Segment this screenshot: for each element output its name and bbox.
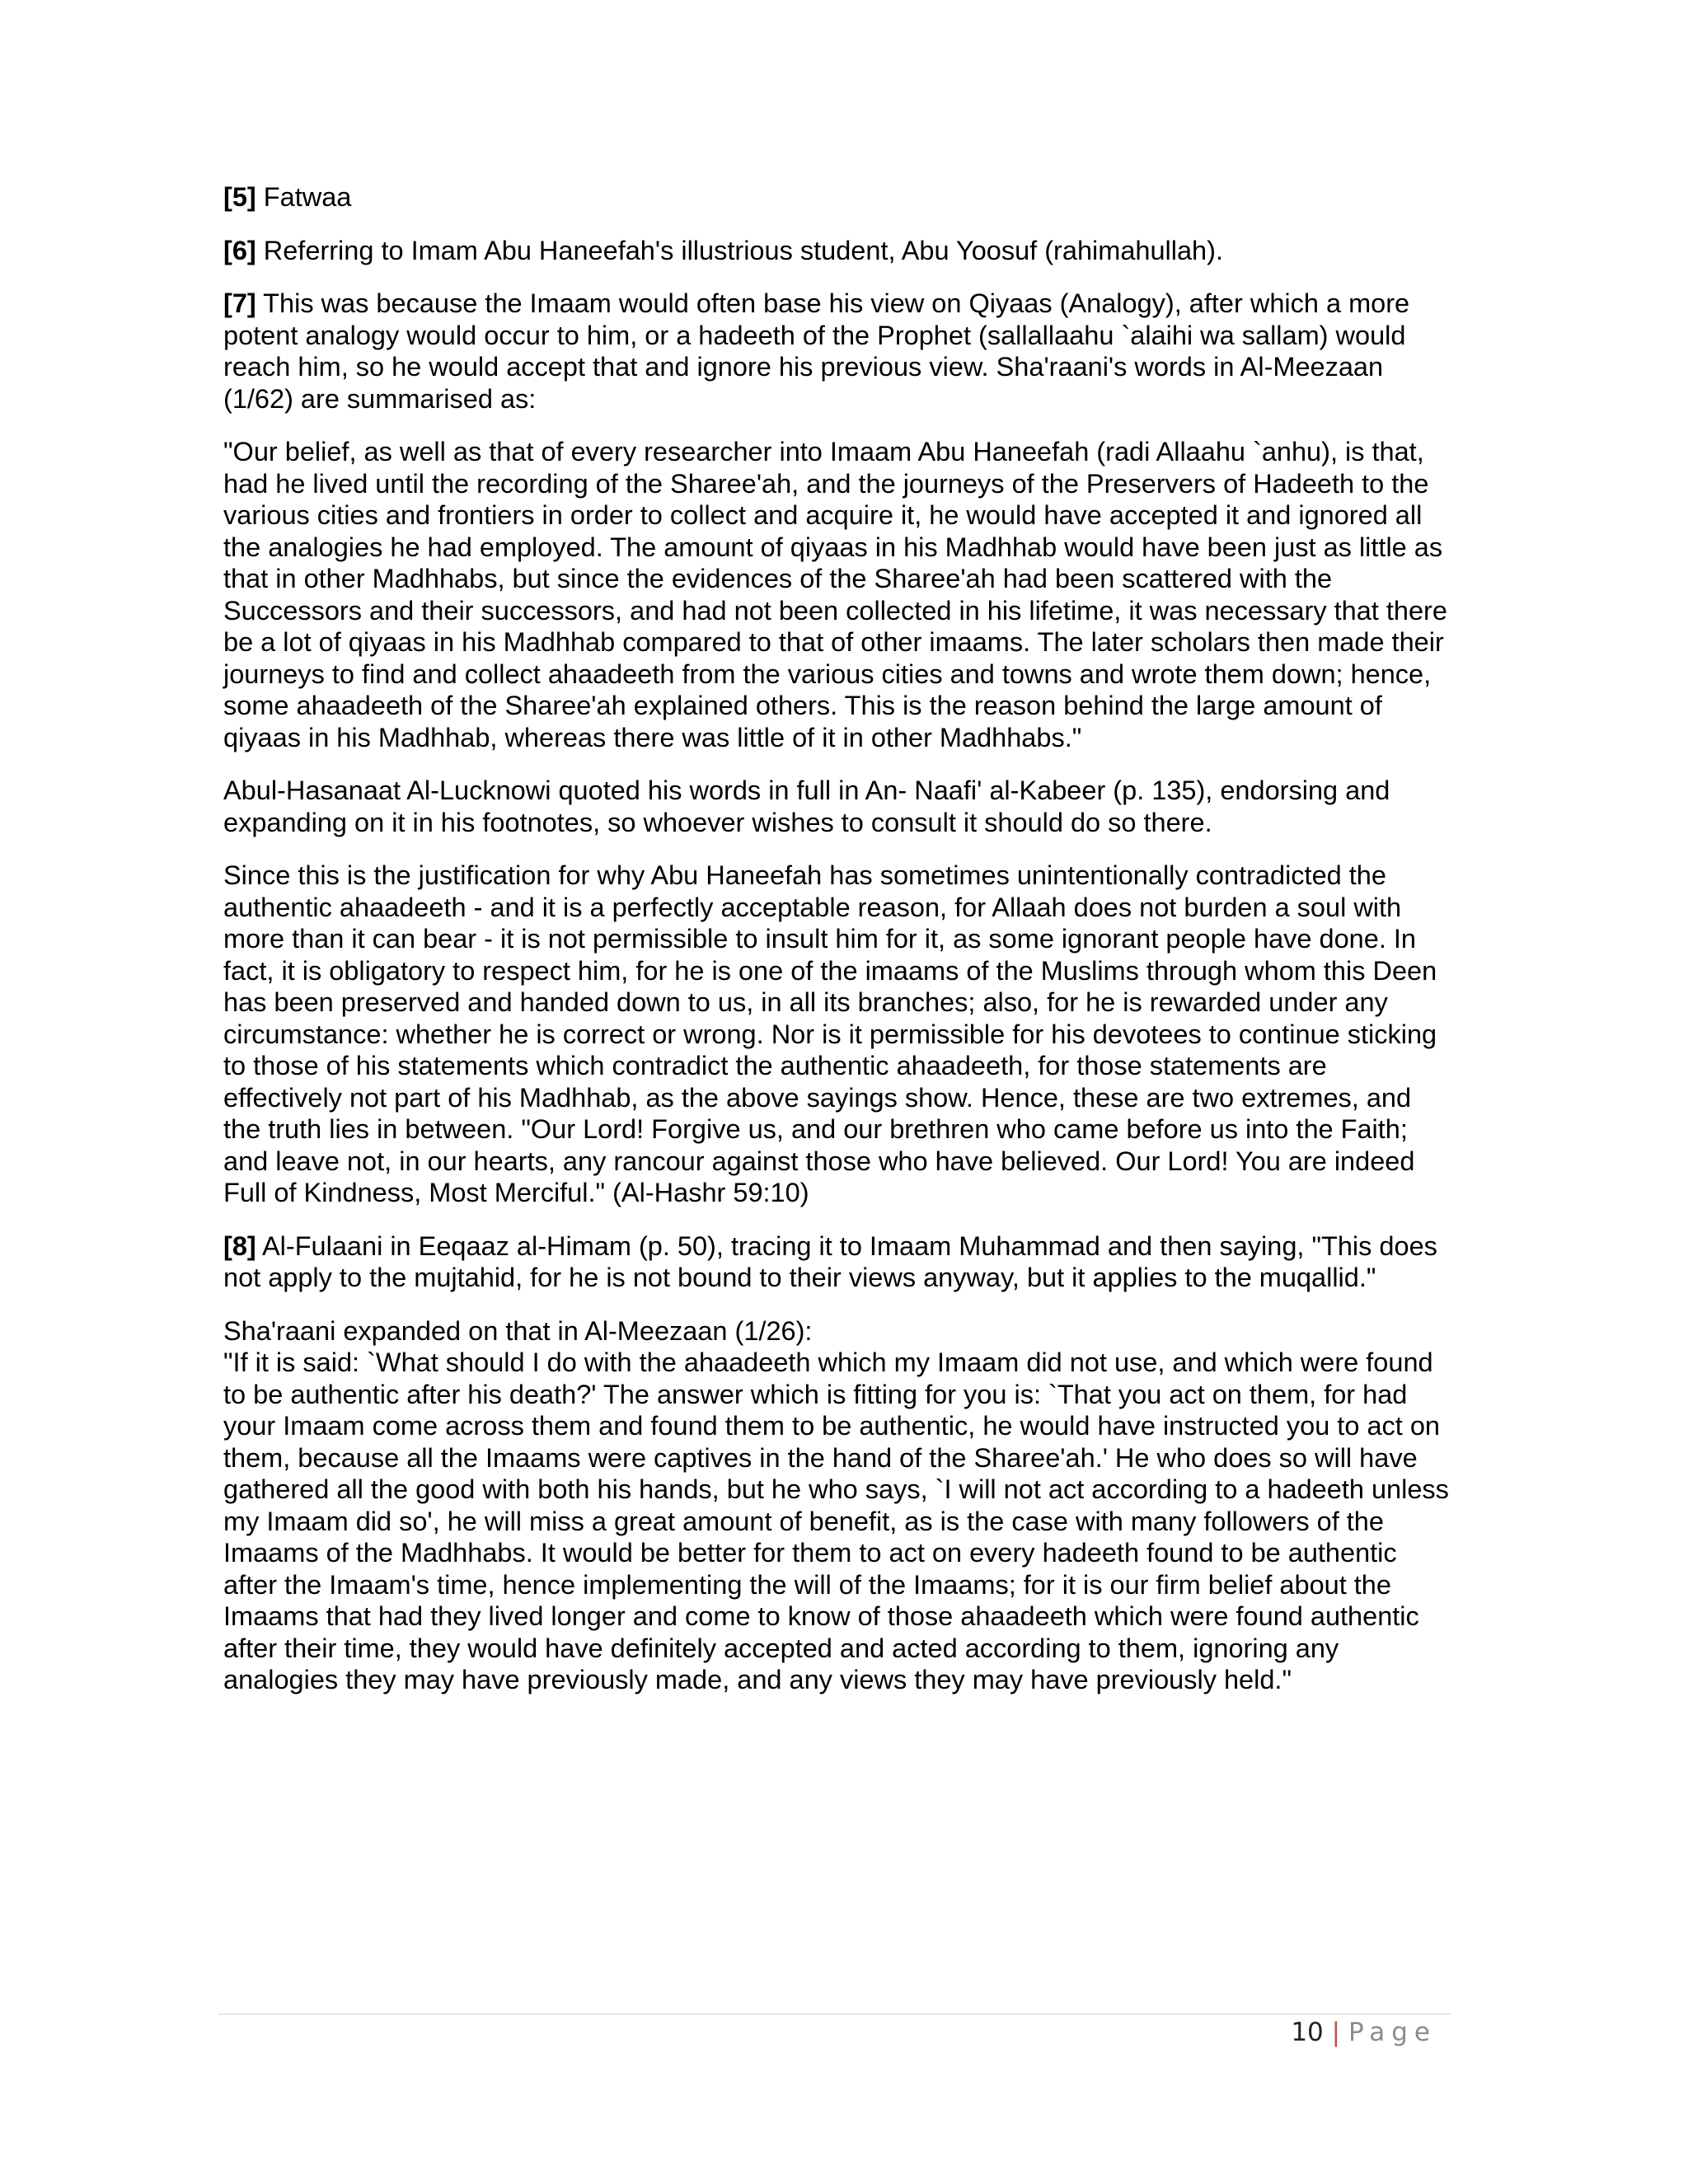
footnote-8-quote: "If it is said: `What should I do with the ahaadeeth which my Imaam did not use, and which were found to be authentic after his death?' The answer which is fitting for you is: `That you act on them, for had your Imaam come across them and found them to be authentic, he would have instructed you to act on them, because all the Imaams were captives in the hand of the Sharee'ah.' He who does so will have gathered all the good with both his hands, but he who says, `I will not act according to a hadeeth unless my Imaam did so', he will miss a great amount of benefit, as is the case with many followers of the Imaams of the Madhhabs. It would be better for them to act on every hadeeth found to be authentic after the Imaam's time, hence implementing the will of the Imaams; for it is our firm belief about the Imaams that had they lived longer and come to know of those ahaadeeth which were found authentic after their time, they would have definitely accepted and acted according to them, ignoring any analogies they may have previously made, and any views they may have previously held." xyxy=(223,1347,1449,1694)
footnote-5-marker: [5] xyxy=(223,182,256,212)
footnote-5-text: Fatwaa xyxy=(256,182,352,212)
footnote-7-quote: "Our belief, as well as that of every researcher into Imaam Abu Haneefah (radi Allaahu `anhu), is that, had he lived until the recording of the Sharee'ah, and the journeys of the Preservers of Hadeeth to the various cities and frontiers in order to collect and acquire it, he would have accepted it and ignored all the analogies he had employed. The amount of qiyaas in his Madhhab would have been just as little as that in other Madhhabs, but since the evidences of the Sharee'ah had been scattered with the Successors and their successors, and had not been collected in his lifetime, it was necessary that there be a lot of qiyaas in his Madhhab compared to that of other imaams. The later scholars then made their journeys to find and collect ahaadeeth from the various cities and towns and wrote them down; hence, some ahaadeeth of the Sharee'ah explained others. This is the reason behind the large amount of qiyaas in his Madhhab, whereas there was little of it in other Madhhabs." xyxy=(223,437,1447,752)
footnote-8-marker: [8] xyxy=(223,1230,256,1261)
footnote-6-text: Referring to Imam Abu Haneefah's illustrious student, Abu Yoosuf (rahimahullah). xyxy=(256,235,1223,265)
page-separator: | xyxy=(1323,2018,1348,2047)
footnote-8-text: Al-Fulaani in Eeqaaz al-Himam (p. 50), tracing it to Imaam Muhammad and then saying, "This does not apply to the mujtahid, for he is not bound to their views anyway, but it applies to the muqallid." xyxy=(223,1230,1437,1292)
document-body xyxy=(223,181,1451,1718)
footnote-8-intro: Sha'raani expanded on that in Al-Meezaan (1/26): xyxy=(223,1315,813,1346)
footnote-7 xyxy=(223,288,1451,415)
footnote-8 xyxy=(223,1230,1451,1294)
footnote-7-marker: [7] xyxy=(223,288,256,318)
page-footer xyxy=(1291,2016,1437,2049)
footnote-7-text: This was because the Imaam would often base his view on Qiyaas (Analogy), after which a more potent analogy would occur to him, or a hadeeth of the Prophet (sallallaahu `alaihi wa sallam) would reach him, so he would accept that and ignore his previous view. Sha'raani's words in Al-Meezaan (1/62) are summarised as: xyxy=(223,288,1410,414)
footnote-7-paragraph-3: Since this is the justification for why Abu Haneefah has sometimes unintentionally contradicted the authentic ahaadeeth - and it is a perfectly acceptable reason, for Allaah does not burden a soul with more than it can bear - it is not permissible to insult him for it, as some ignorant people have done. In fact, it is obligatory to respect him, for he is one of the imaams of the Muslims through whom this Deen has been preserved and handed down to us, in all its branches; also, for he is rewarded under any circumstance: whether he is correct or wrong. Nor is it permissible for his devotees to continue sticking to those of his statements which contradict the authentic ahaadeeth, for those statements are effectively not part of his Madhhab, as the above sayings show. Hence, these are two extremes, and the truth lies in between. "Our Lord! Forgive us, and our brethren who came before us into the Faith; and leave not, in our hearts, any rancour against those who have believed. Our Lord! You are indeed Full of Kindness, Most Merciful." (Al-Hashr 59:10) xyxy=(223,860,1437,1207)
footnote-7-paragraph-2: Abul-Hasanaat Al-Lucknowi quoted his words in full in An- Naafi' al-Kabeer (p. 135), endorsing and expanding on it in his footnotes, so whoever wishes to consult it should do so there. xyxy=(223,776,1390,837)
footnote-5 xyxy=(223,181,1451,213)
footer-divider xyxy=(218,2013,1451,2015)
footnote-6 xyxy=(223,235,1451,267)
page-label: Page xyxy=(1348,2018,1437,2047)
footnote-6-marker: [6] xyxy=(223,235,256,265)
page-number: 10 xyxy=(1291,2018,1324,2047)
